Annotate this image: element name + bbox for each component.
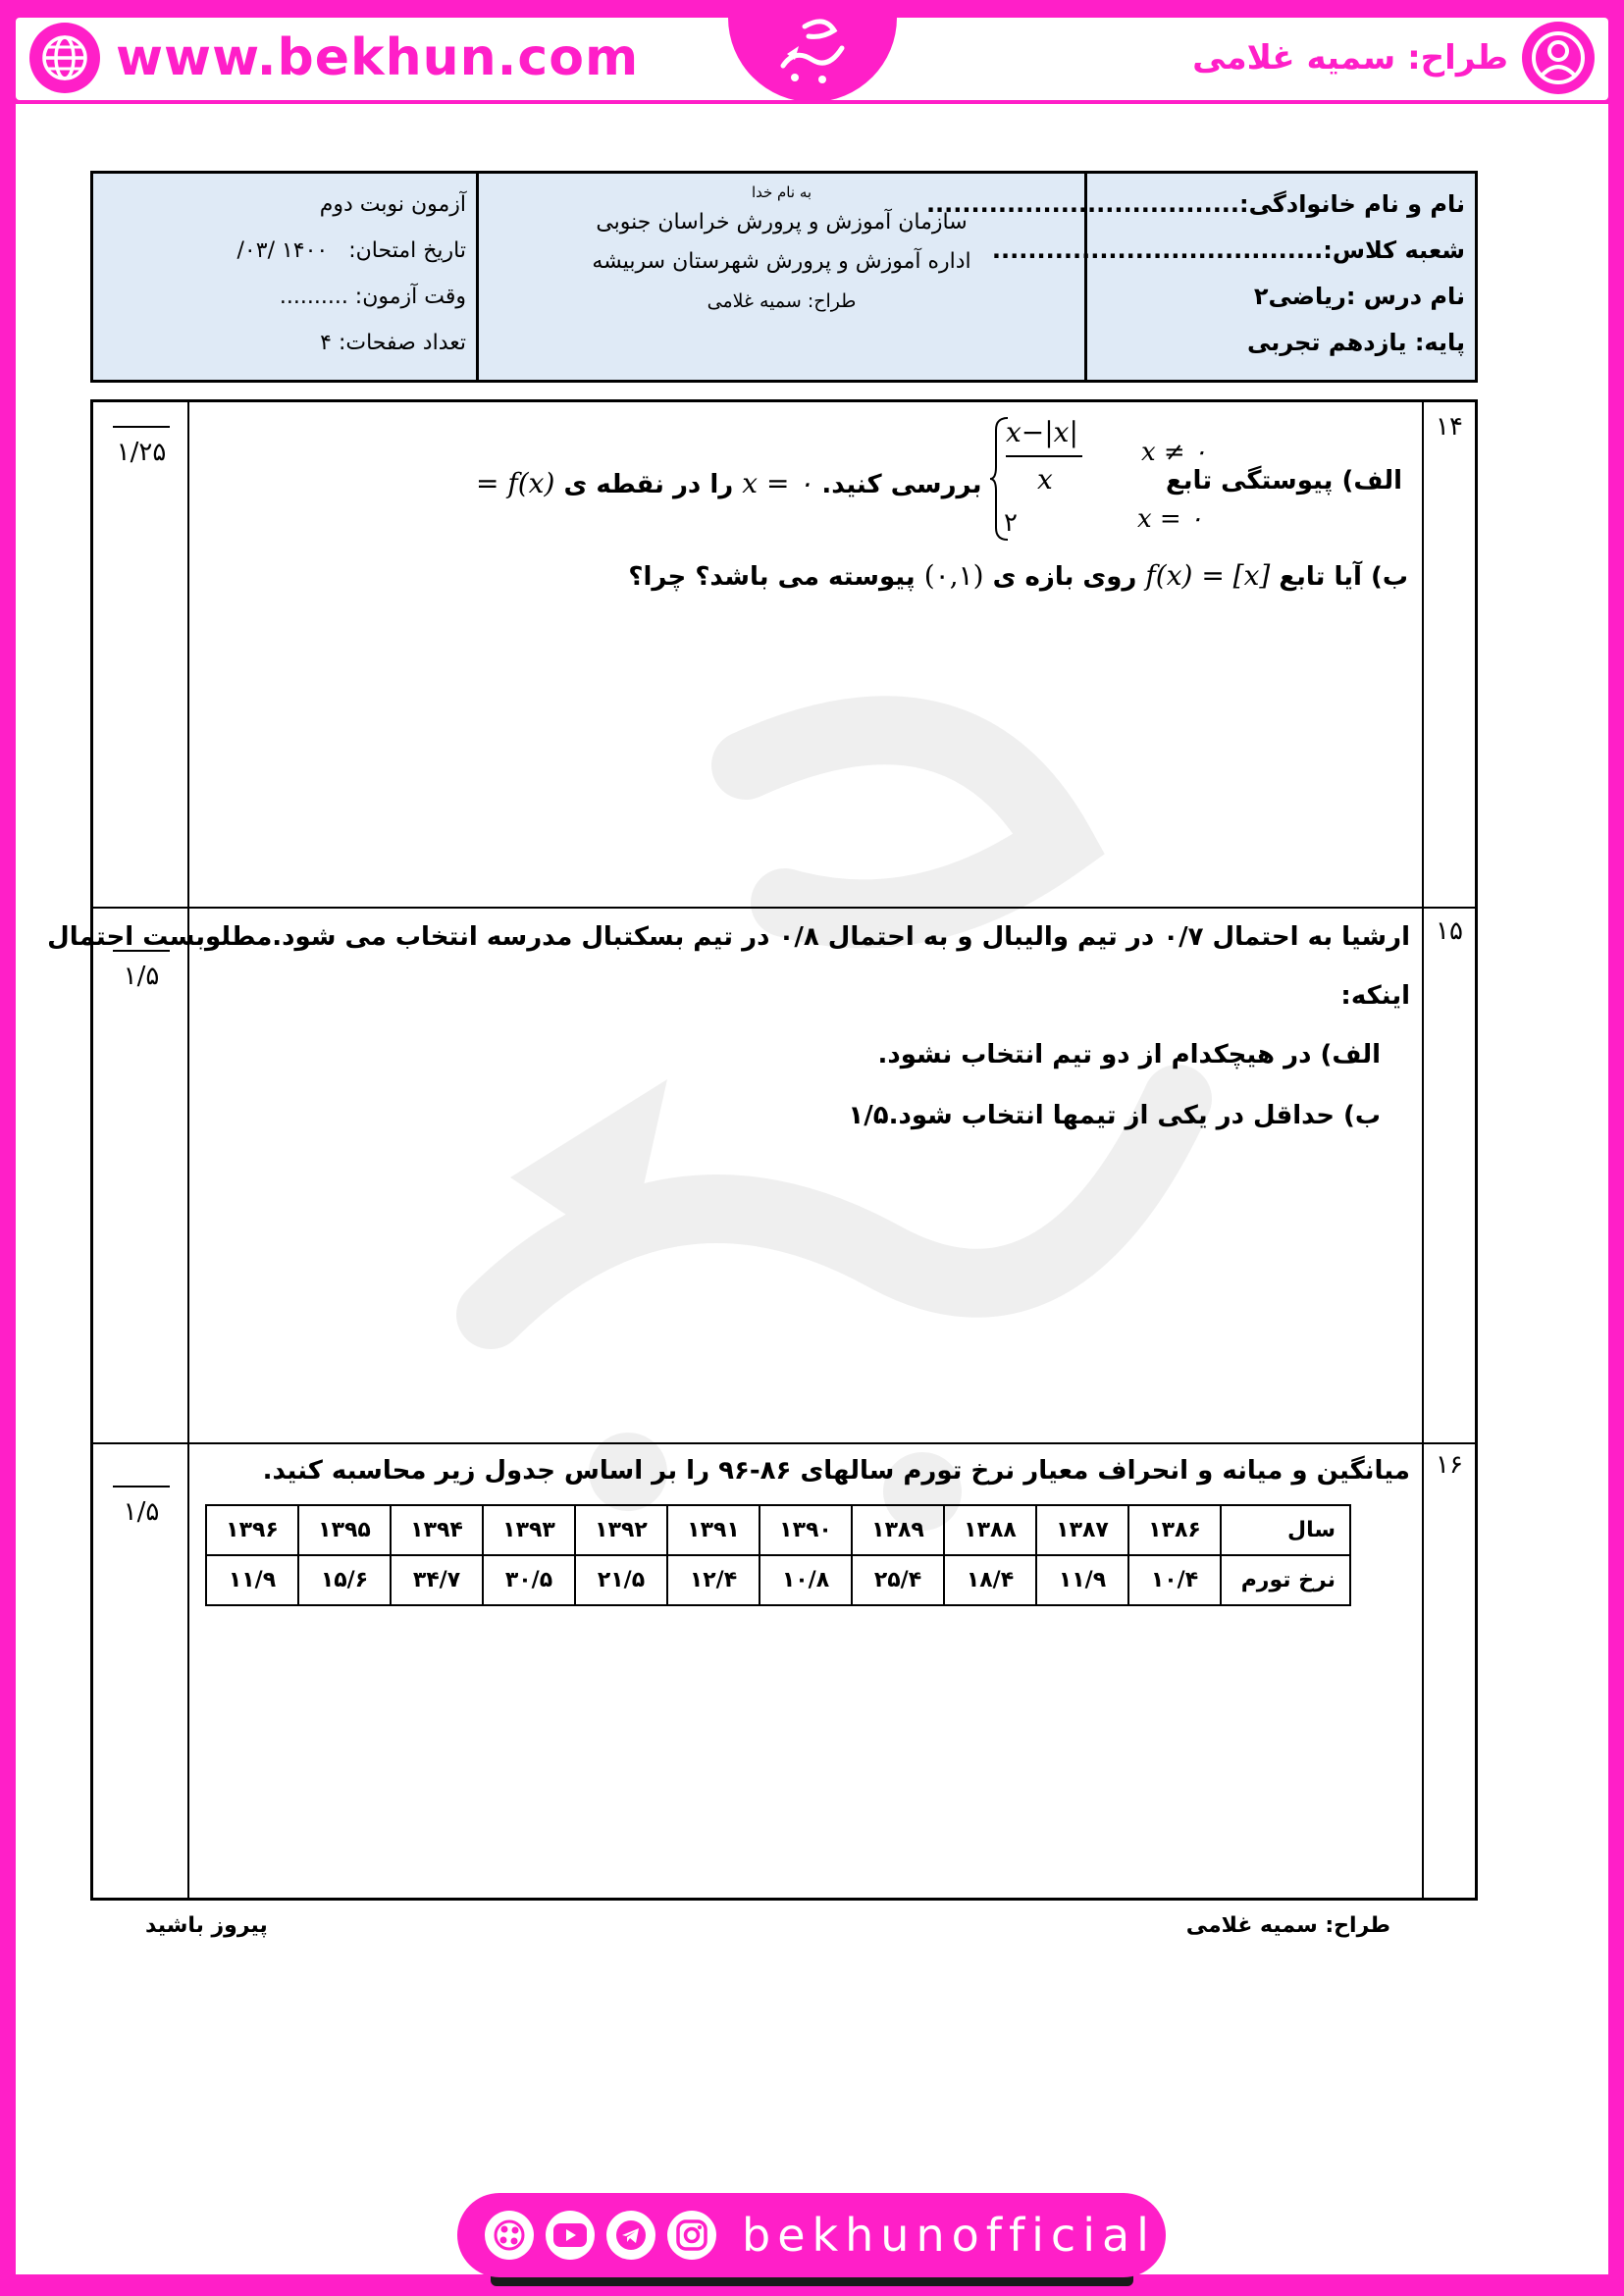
score-value: ۱/۵ [123,1497,160,1527]
piecewise-denominator: x [1037,463,1053,496]
organization-name: سازمان آموزش و پرورش خراسان جنوبی [596,210,968,235]
year-cell: ۱۳۹۴ [391,1505,483,1555]
q16-text: میانگین و میانه و انحراف معیار نرخ تورم سالهای ۸۶-۹۶ را بر اساس جدول زیر محاسبه کنید. [262,1456,1410,1486]
questions-table [47,399,1478,1901]
year-label: سال [1221,1505,1350,1555]
table-row-years [206,1505,1350,1555]
rate-cell: ۱۱/۹ [206,1555,298,1605]
bismillah: به نام خدا [751,183,812,201]
question-score-14 [93,426,189,467]
year-cell: ۱۳۹۶ [206,1505,298,1555]
aparat-icon[interactable] [485,2211,534,2260]
piecewise-fraction-bar [1006,455,1082,457]
social-bar[interactable] [457,2193,1166,2277]
rate-cell: ۲۵/۴ [852,1555,944,1605]
number-column-divider [1422,402,1424,1898]
q14-fx: f(x) = [476,467,555,499]
q15-part-b: ب) حداقل در یکی از تیمها انتخاب شود.۱/۵ [848,1101,1381,1130]
year-cell: ۱۳۸۹ [852,1505,944,1555]
year-cell: ۱۳۸۸ [944,1505,1036,1555]
instagram-icon[interactable] [667,2211,716,2260]
year-cell: ۱۳۹۳ [483,1505,575,1555]
user-icon [1522,22,1595,94]
q14-part-a-text [476,467,982,499]
score-value: ۱/۵ [123,962,160,991]
piecewise-condition-1: x ≠ ۰ [1141,438,1207,467]
q14-point: x = ۰ [742,467,813,499]
social-handle[interactable]: bekhunofficial [742,2209,1156,2262]
inflation-table [205,1504,1351,1606]
q14-part-a-label: الف) پیوستگی تابع [1166,466,1402,496]
q14-part-b [628,559,1408,592]
q15-line-1: ارشیا به احتمال ۰/۷ در تیم والیبال و به احتمال ۰/۸ در تیم بسکتبال مدرسه انتخاب می شود.مطلوبست احتمال [47,922,1410,952]
question-number-14: ۱۴ [1436,412,1463,442]
rate-cell: ۱۱/۹ [1036,1555,1128,1605]
brand-logo-mark [765,9,860,93]
telegram-icon[interactable] [606,2211,655,2260]
year-cell: ۱۳۸۶ [1128,1505,1221,1555]
footer-designer: طراح: سمیه غلامی [1185,1913,1390,1938]
designer-name-top: طراح: سمیه غلامی [1192,38,1508,78]
department-name: اداره آموزش و پرورش شهرستان سربیشه [592,249,971,274]
q14-part-b-mid: روی بازه ی [992,562,1137,592]
exam-date-row [103,228,466,274]
year-cell: ۱۳۹۱ [667,1505,760,1555]
question-score-15 [93,950,189,991]
exam-round: آزمون نوبت دوم [319,192,466,217]
exam-date: ۱۴۰۰ /۰۳/ [236,238,329,263]
designer-name: طراح: سمیه غلامی [707,290,857,312]
footer-wish: پیروز باشید [145,1913,268,1938]
q14-part-b-prefix: ب) آیا تابع [1279,562,1408,592]
name-field[interactable]: نام و نام خانوادگی:................................... [925,190,1465,218]
left-border [0,0,16,2296]
exam-date-label: تاریخ امتحان: [348,238,466,263]
question-number-16: ۱۶ [1436,1450,1463,1480]
year-cell: ۱۳۹۰ [760,1505,852,1555]
score-column-divider [187,402,189,1898]
organization-info [476,174,1084,380]
year-cell: ۱۳۹۵ [298,1505,391,1555]
piecewise-value-2: ۲ [1004,508,1018,538]
q14-part-b-end: پیوسته می باشد؟ چرا؟ [628,562,916,592]
year-cell: ۱۳۹۲ [575,1505,667,1555]
rate-cell: ۲۱/۵ [575,1555,667,1605]
piecewise-condition-2: x = ۰ [1137,504,1203,534]
subject-line: نام درس :ریاضی۲ [1253,283,1465,310]
globe-icon [29,23,100,93]
year-cell: ۱۳۸۷ [1036,1505,1128,1555]
right-border [1608,0,1624,2296]
row-divider-2 [93,1442,1475,1444]
q14-part-b-interval: (۰,۱) [923,559,984,592]
q15-line-2: اینکه: [1340,981,1410,1011]
row-divider-1 [93,907,1475,909]
q14-part-b-func: f(x) = [x] [1145,559,1271,592]
exam-header [90,171,1478,383]
rate-cell: ۱۸/۴ [944,1555,1036,1605]
rate-cell: ۱۵/۶ [298,1555,391,1605]
class-field[interactable]: شعبه کلاس:..................................... [991,236,1465,264]
designer-brand [1192,22,1595,94]
piecewise-numerator: x−|x| [1006,416,1078,448]
question-score-16 [93,1486,189,1527]
student-info [925,174,1475,380]
rate-cell: ۱۰/۸ [760,1555,852,1605]
q15-part-a: الف) در هیچکدام از دو تیم انتخاب نشود. [877,1040,1381,1070]
rate-cell: ۳۰/۵ [483,1555,575,1605]
rate-cell: ۱۲/۴ [667,1555,760,1605]
exam-time: وقت آزمون: .......... [279,285,466,309]
table-row-rates [206,1555,1350,1605]
rate-label: نرخ تورم [1221,1555,1350,1605]
grade-line: پایه: یازدهم تجربی [1246,329,1465,356]
rate-cell: ۱۰/۴ [1128,1555,1221,1605]
rate-cell: ۳۴/۷ [391,1555,483,1605]
exam-info [93,174,476,380]
question-number-15: ۱۵ [1436,916,1463,946]
website-brand[interactable] [29,22,639,94]
page-count: تعداد صفحات: ۴ [320,331,466,355]
q14-part-a-end: بررسی کنید. [821,470,982,499]
website-url[interactable]: www.bekhun.com [116,28,640,87]
youtube-icon[interactable] [546,2211,595,2260]
q14-part-a-suffix: را در نقطه ی [563,470,734,499]
score-value: ۱/۲۵ [116,438,167,467]
